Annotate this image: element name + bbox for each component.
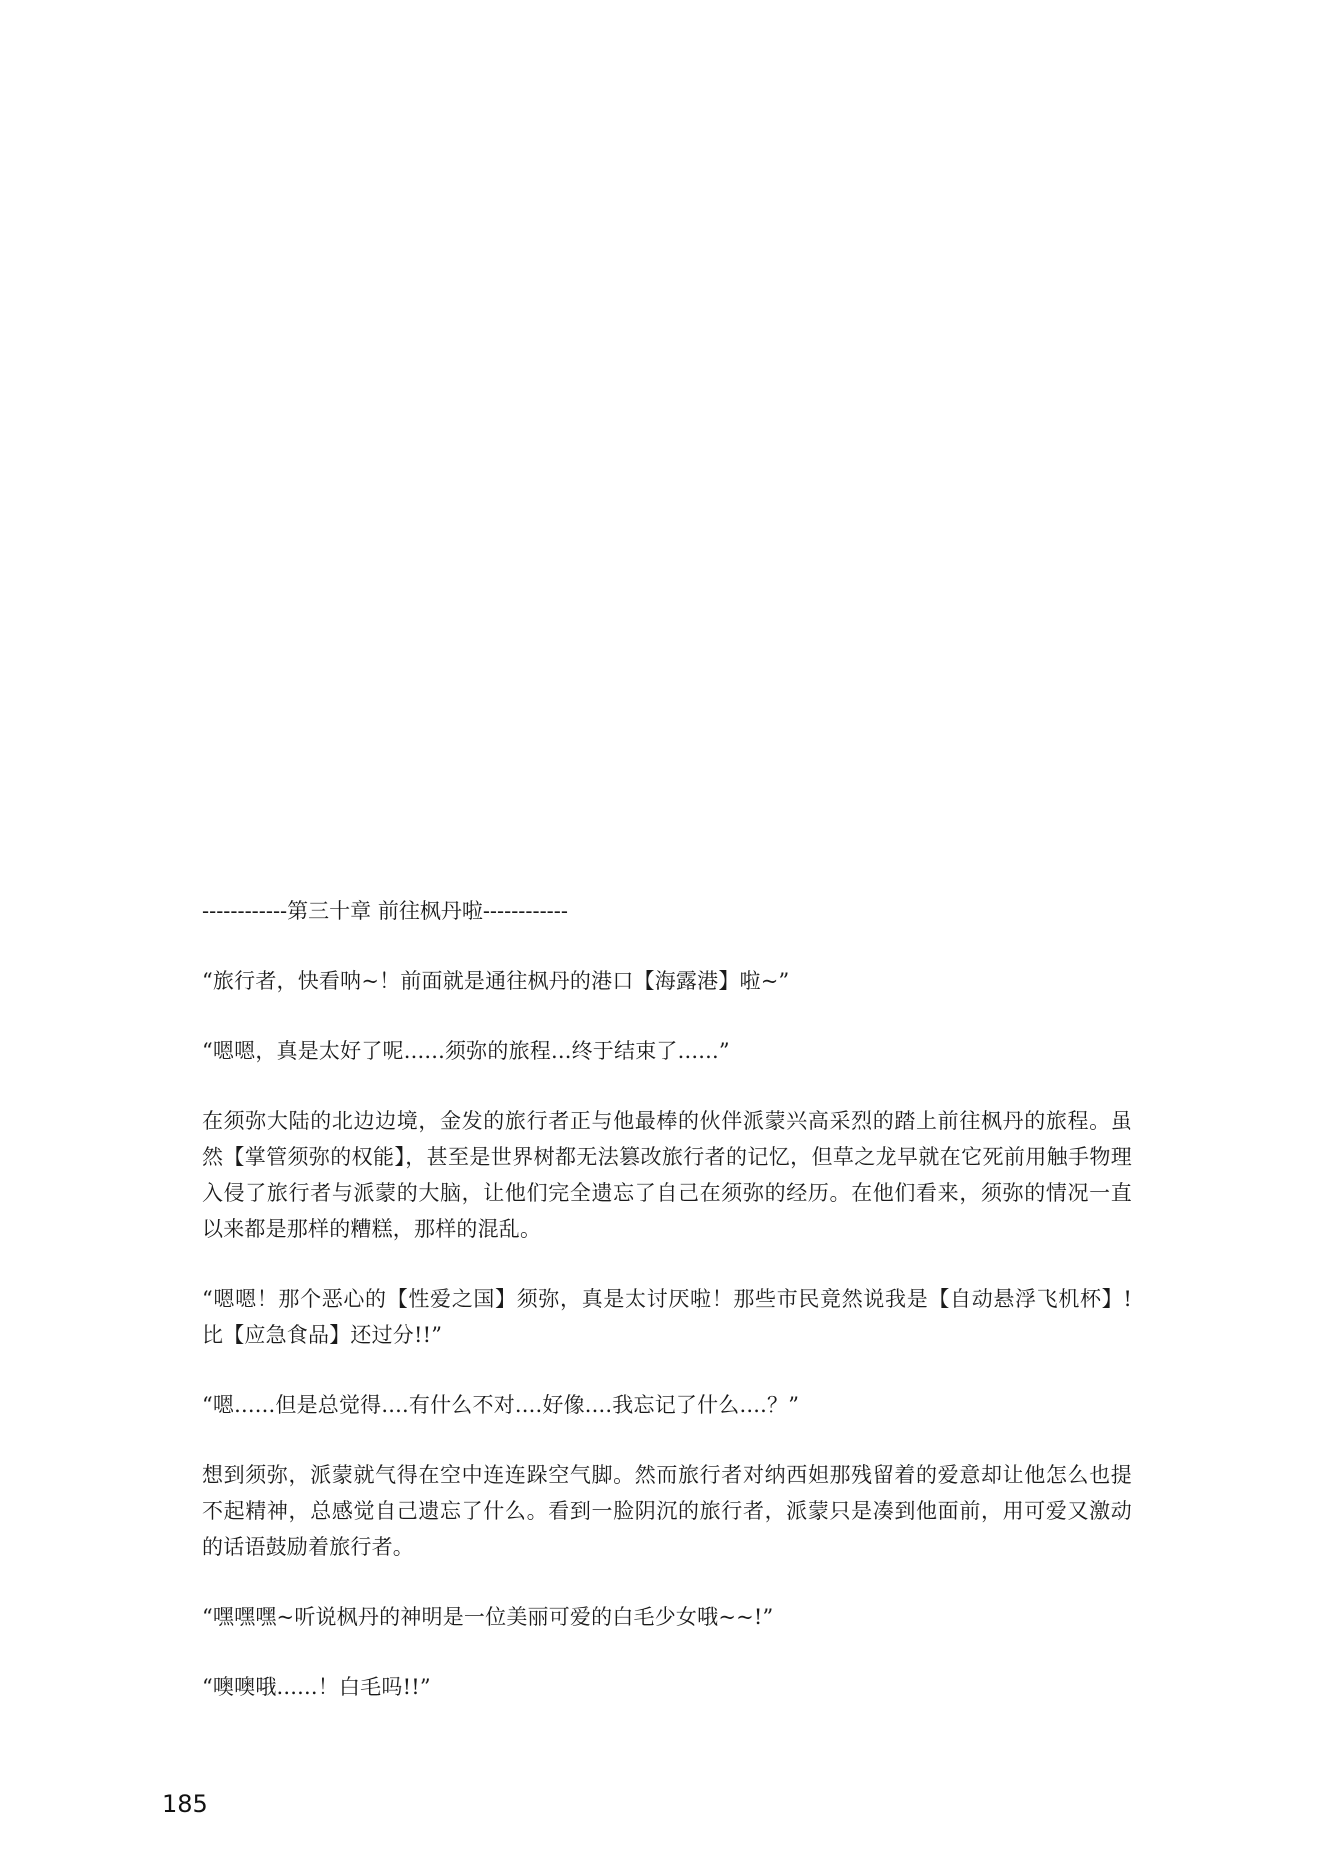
- narration-paragraph: 在须弥大陆的北边边境，金发的旅行者正与他最棒的伙伴派蒙兴高采烈的踏上前往枫丹的旅程。虽然【掌管须弥的权能】，甚至是世界树都无法篡改旅行者的记忆，但草之龙早就在它死前用触手物理入侵了旅行者与派蒙的大脑，让他们完全遗忘了自己在须弥的经历。在他们看来，须弥的情况一直以来都是那样的糟糕，那样的混乱。: [202, 1109, 1132, 1241]
- dialogue-paragraph: “嗯嗯！那个恶心的【性爱之国】须弥，真是太讨厌啦！那些市民竟然说我是【自动悬浮飞机杯】! 比【应急食品】还过分!!”: [202, 1287, 1132, 1347]
- chapter-title: ------------第三十章 前往枫丹啦------------: [202, 899, 568, 923]
- dialogue-paragraph: “噢噢哦......！白毛吗!!”: [202, 1675, 431, 1699]
- dialogue-paragraph: “嗯......但是总觉得....有什么不对....好像....我忘记了什么....？”: [202, 1393, 800, 1417]
- dialogue-paragraph: “嘿嘿嘿~听说枫丹的神明是一位美丽可爱的白毛少女哦~~!”: [202, 1605, 774, 1629]
- narration-paragraph: 想到须弥，派蒙就气得在空中连连跺空气脚。然而旅行者对纳西妲那残留着的爱意却让他怎么也提不起精神，总感觉自己遗忘了什么。看到一脸阴沉的旅行者，派蒙只是凑到他面前，用可爱又激动的话语鼓励着旅行者。: [202, 1463, 1132, 1559]
- dialogue-paragraph: “旅行者，快看呐~！前面就是通往枫丹的港口【海露港】啦~”: [202, 969, 790, 993]
- page-number: 185: [162, 1790, 208, 1818]
- dialogue-paragraph: “嗯嗯，真是太好了呢......须弥的旅程...终于结束了......”: [202, 1039, 730, 1063]
- chapter-content: [202, 893, 1132, 1739]
